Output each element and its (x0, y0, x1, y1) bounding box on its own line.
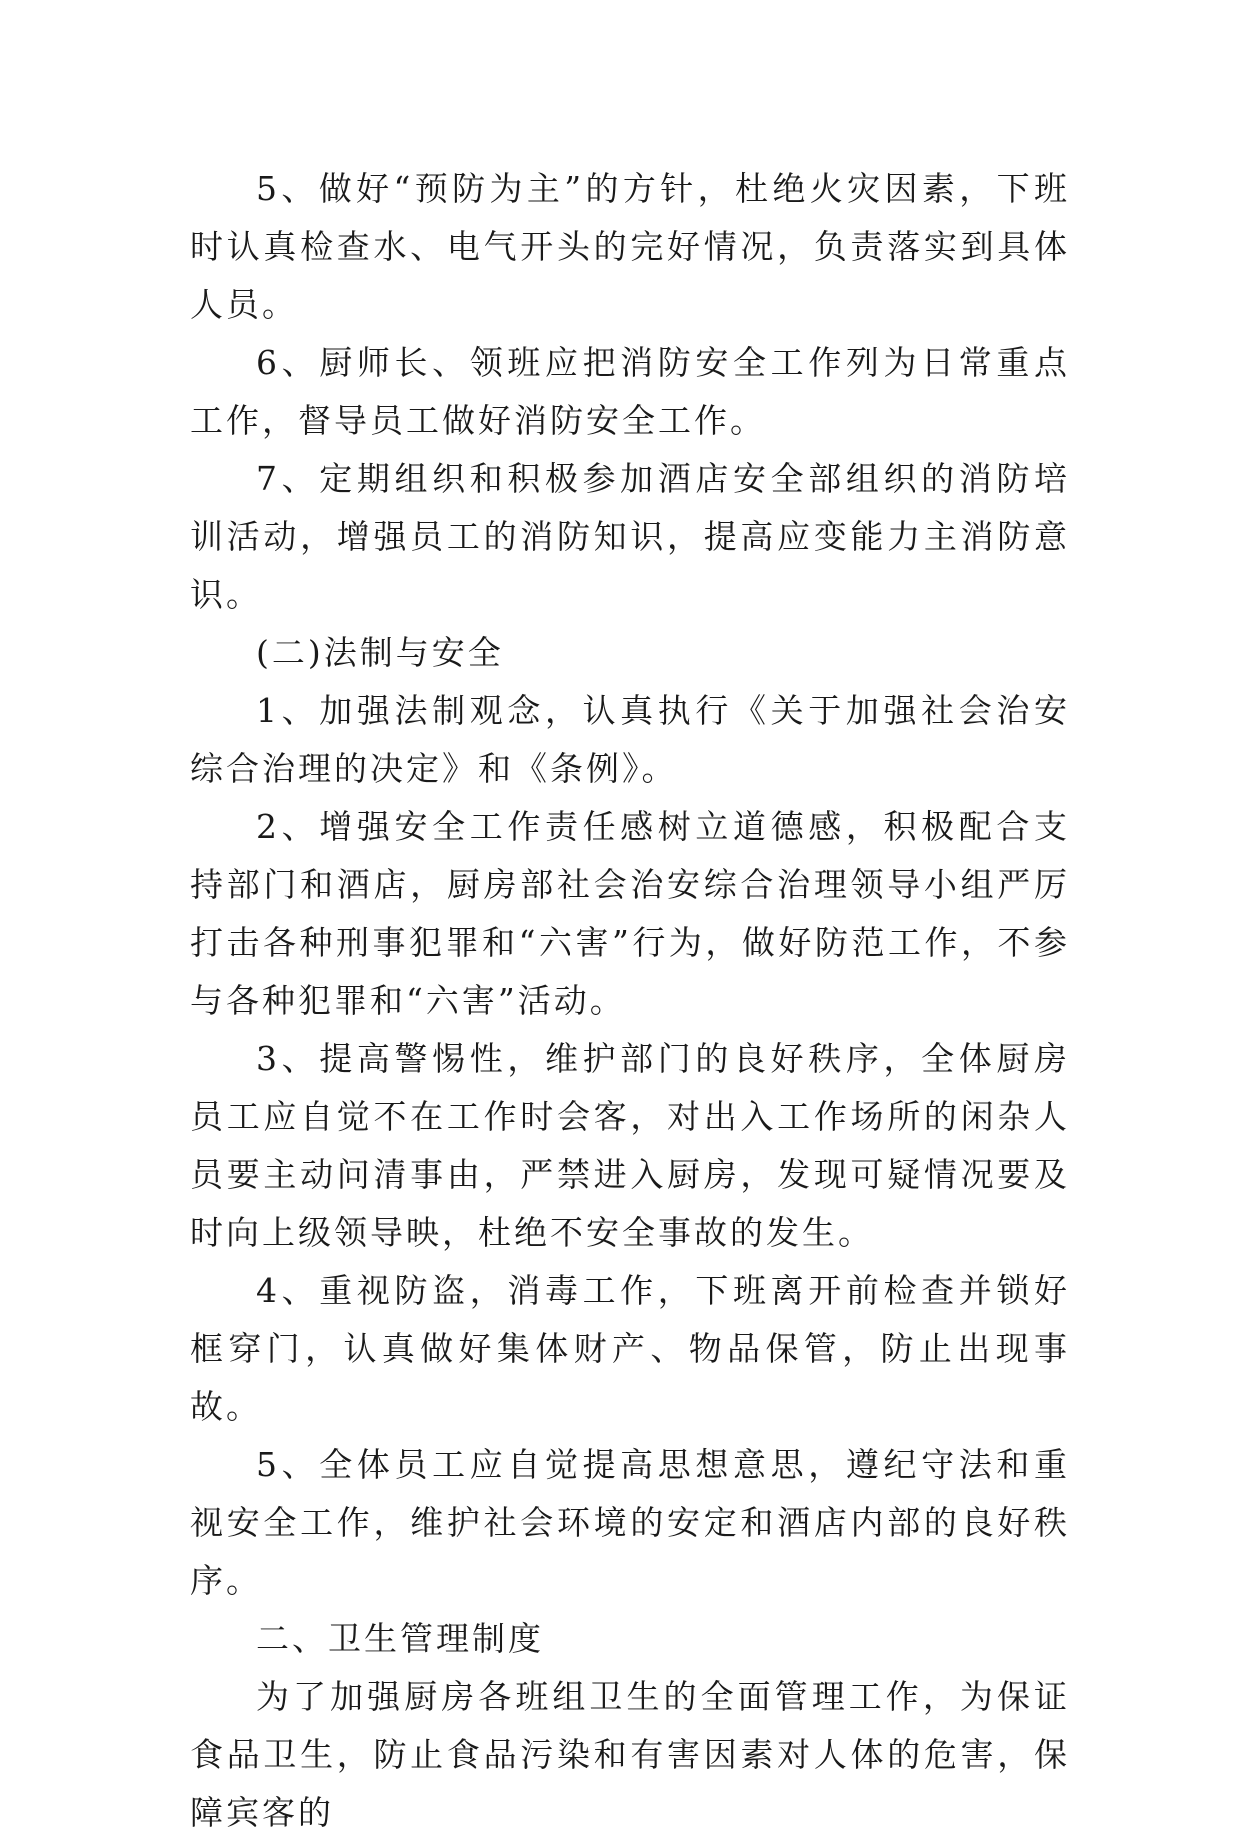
paragraph-legal-1: 1、加强法制观念，认真执行《关于加强社会治安综合治理的决定》和《条例》。 (190, 691, 1070, 788)
paragraph-fire-6: 6、厨师长、领班应把消防安全工作列为日常重点工作，督导员工做好消防安全工作。 (190, 343, 1070, 440)
paragraph-hygiene-intro: 为了加强厨房各班组卫生的全面管理工作，为保证食品卫生，防止食品污染和有害因素对人体的危害，保障宾客的 (190, 1677, 1070, 1832)
paragraph-legal-5: 5、全体员工应自觉提高思想意思，遵纪守法和重视安全工作，维护社会环境的安定和酒店内部的良好秩序。 (190, 1445, 1070, 1600)
document-body (190, 160, 1070, 1842)
paragraph-legal-3: 3、提高警惕性，维护部门的良好秩序，全体厨房员工应自觉不在工作时会客，对出入工作场所的闲杂人员要主动问清事由，严禁进入厨房，发现可疑情况要及时向上级领导映，杜绝不安全事故的发生。 (190, 1039, 1070, 1252)
paragraph-legal-2: 2、增强安全工作责任感树立道德感，积极配合支持部门和酒店，厨房部社会治安综合治理领导小组严厉打击各种刑事犯罪和“六害”行为，做好防范工作，不参与各种犯罪和“六害”活动。 (190, 807, 1070, 1020)
paragraph-legal-4: 4、重视防盗，消毒工作，下班离开前检查并锁好框穿门，认真做好集体财产、物品保管，防止出现事故。 (190, 1271, 1070, 1426)
section-heading-legal-safety: (二)法制与安全 (256, 633, 504, 672)
section-heading-hygiene: 二、卫生管理制度 (256, 1619, 544, 1658)
paragraph-fire-5: 5、做好“预防为主”的方针，杜绝火灾因素，下班时认真检查水、电气开头的完好情况，负责落实到具体人员。 (190, 169, 1070, 324)
paragraph-fire-7: 7、定期组织和积极参加酒店安全部组织的消防培训活动，增强员工的消防知识，提高应变能力主消防意识。 (190, 459, 1070, 614)
